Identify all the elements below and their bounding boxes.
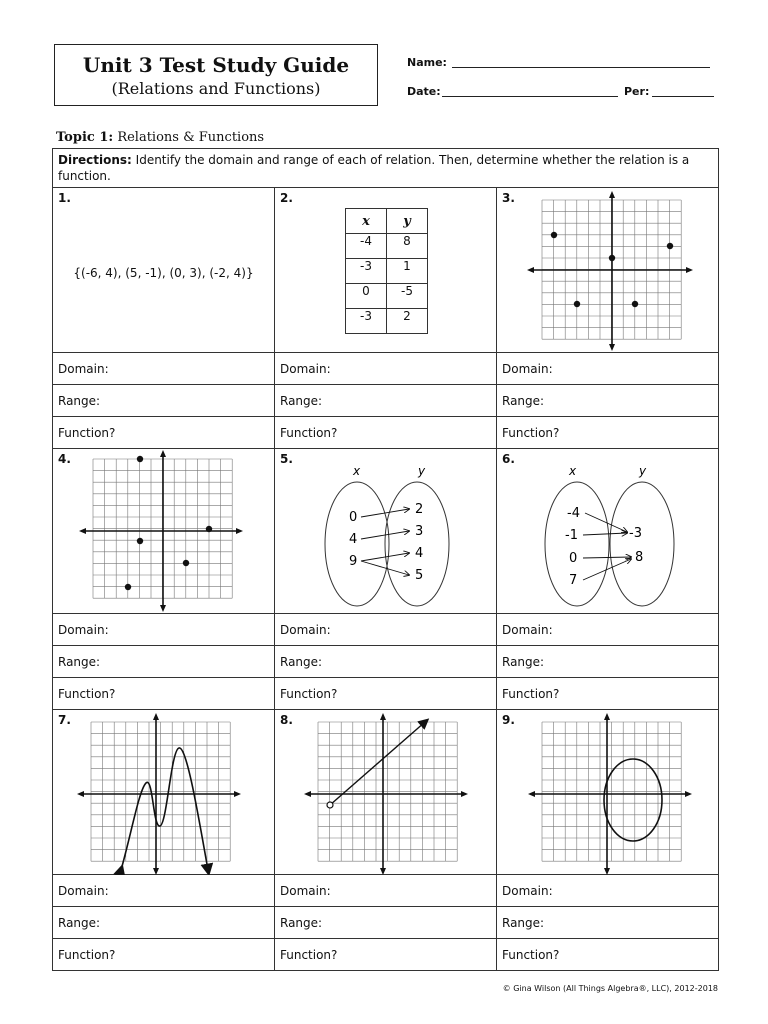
- point: [667, 243, 673, 249]
- problem-8: [275, 710, 497, 875]
- point: [183, 560, 189, 566]
- title-box: [54, 44, 378, 106]
- problem-number: 7.: [58, 713, 71, 727]
- point: [632, 301, 638, 307]
- range-label: Range:: [53, 646, 275, 678]
- domain-value: 0: [349, 510, 358, 525]
- grid-lines: [318, 722, 457, 861]
- domain-value: -4: [567, 506, 580, 521]
- y-label: y: [418, 464, 426, 478]
- topic-prefix: Topic 1:: [56, 130, 114, 145]
- grid-lines: [542, 722, 681, 861]
- problem-4: [53, 449, 275, 614]
- mapping-diagram: [275, 449, 497, 614]
- point: [137, 456, 143, 462]
- range-label: Range:: [275, 907, 497, 939]
- mapping-diagram: [497, 449, 719, 614]
- domain-label: Domain:: [53, 875, 275, 907]
- range-label: Range:: [497, 646, 719, 678]
- problem-number: 9.: [502, 713, 515, 727]
- point: [609, 255, 615, 261]
- range-value: 8: [635, 550, 644, 565]
- range-value: -3: [629, 526, 642, 541]
- domain-value: 0: [569, 551, 578, 566]
- domain-value: 4: [349, 532, 358, 547]
- function-label: Function?: [497, 939, 719, 971]
- problem-number: 3.: [502, 191, 515, 205]
- date-label: Date:: [407, 85, 441, 98]
- function-label: Function?: [275, 939, 497, 971]
- function-label: Function?: [275, 417, 497, 449]
- domain-label: Domain:: [53, 353, 275, 385]
- y-header: y: [387, 209, 428, 234]
- point: [137, 538, 143, 544]
- y-cell: 2: [387, 309, 428, 334]
- range-value: 5: [415, 568, 424, 583]
- problem-number: 8.: [280, 713, 293, 727]
- directions-cell: [53, 149, 719, 188]
- range-label: Range:: [497, 907, 719, 939]
- problem-number: 4.: [58, 452, 71, 466]
- domain-value: 7: [569, 573, 578, 588]
- problem-number: 6.: [502, 452, 515, 466]
- problem-2: [275, 188, 497, 353]
- x-cell: 0: [346, 284, 387, 309]
- directions-label: Directions:: [58, 153, 132, 167]
- copyright-footer: © Gina Wilson (All Things Algebra®, LLC), 2012-2018: [502, 984, 718, 993]
- range-value: 2: [415, 502, 424, 517]
- period-line[interactable]: [652, 96, 714, 97]
- problem-5: [275, 449, 497, 614]
- problem-grid: [52, 148, 719, 971]
- function-label: Function?: [497, 678, 719, 710]
- point: [574, 301, 580, 307]
- page-title: Unit 3 Test Study Guide: [82, 53, 350, 77]
- directions-text: Identify the domain and range of each of relation. Then, determine whether the relation is a function.: [58, 153, 690, 183]
- domain-label: Domain:: [497, 353, 719, 385]
- function-graph: [53, 710, 275, 875]
- table-row: [346, 284, 428, 309]
- function-label: Function?: [53, 678, 275, 710]
- xy-table: [345, 208, 428, 334]
- y-cell: 1: [387, 259, 428, 284]
- x-header: x: [346, 209, 387, 234]
- function-label: Function?: [275, 678, 497, 710]
- range-label: Range:: [275, 385, 497, 417]
- topic-heading: [56, 130, 264, 145]
- open-endpoint: [327, 802, 333, 808]
- problem-9: [497, 710, 719, 875]
- range-label: Range:: [497, 385, 719, 417]
- topic-name: Relations & Functions: [117, 130, 265, 145]
- date-line[interactable]: [442, 96, 618, 97]
- problem-3: [497, 188, 719, 353]
- problem-number: 1.: [58, 191, 71, 205]
- y-cell: 8: [387, 234, 428, 259]
- problem-6: [497, 449, 719, 614]
- range-value: 3: [415, 524, 424, 539]
- domain-label: Domain:: [275, 614, 497, 646]
- domain-label: Domain:: [275, 875, 497, 907]
- domain-label: Domain:: [497, 875, 719, 907]
- coordinate-graph: [53, 449, 275, 614]
- domain-label: Domain:: [497, 614, 719, 646]
- function-label: Function?: [53, 939, 275, 971]
- y-cell: -5: [387, 284, 428, 309]
- range-label: Range:: [53, 385, 275, 417]
- function-label: Function?: [497, 417, 719, 449]
- grid-lines: [91, 722, 230, 861]
- point: [551, 232, 557, 238]
- range-label: Range:: [275, 646, 497, 678]
- name-line[interactable]: [452, 67, 710, 68]
- problem-1: [53, 188, 275, 353]
- relation-graph: [497, 710, 719, 875]
- x-cell: -3: [346, 259, 387, 284]
- domain-label: Domain:: [53, 614, 275, 646]
- x-label: x: [353, 464, 361, 478]
- coordinate-graph: [497, 188, 719, 353]
- x-cell: -4: [346, 234, 387, 259]
- y-label: y: [639, 464, 647, 478]
- domain-value: -1: [565, 528, 578, 543]
- period-label: Per:: [624, 85, 650, 98]
- function-graph: [275, 710, 497, 875]
- range-label: Range:: [53, 907, 275, 939]
- table-row: [346, 234, 428, 259]
- table-row: [346, 309, 428, 334]
- domain-value: 9: [349, 554, 358, 569]
- x-label: x: [569, 464, 577, 478]
- problem-number: 5.: [280, 452, 293, 466]
- x-cell: -3: [346, 309, 387, 334]
- relation-set: {(-6, 4), (5, -1), (0, 3), (-2, 4)}: [73, 266, 254, 280]
- domain-label: Domain:: [275, 353, 497, 385]
- function-label: Function?: [53, 417, 275, 449]
- point: [125, 584, 131, 590]
- point: [206, 526, 212, 532]
- name-label: Name:: [407, 56, 447, 69]
- table-row: [346, 259, 428, 284]
- page-subtitle: (Relations and Functions): [111, 79, 321, 98]
- problem-7: [53, 710, 275, 875]
- range-value: 4: [415, 546, 424, 561]
- problem-number: 2.: [280, 191, 293, 205]
